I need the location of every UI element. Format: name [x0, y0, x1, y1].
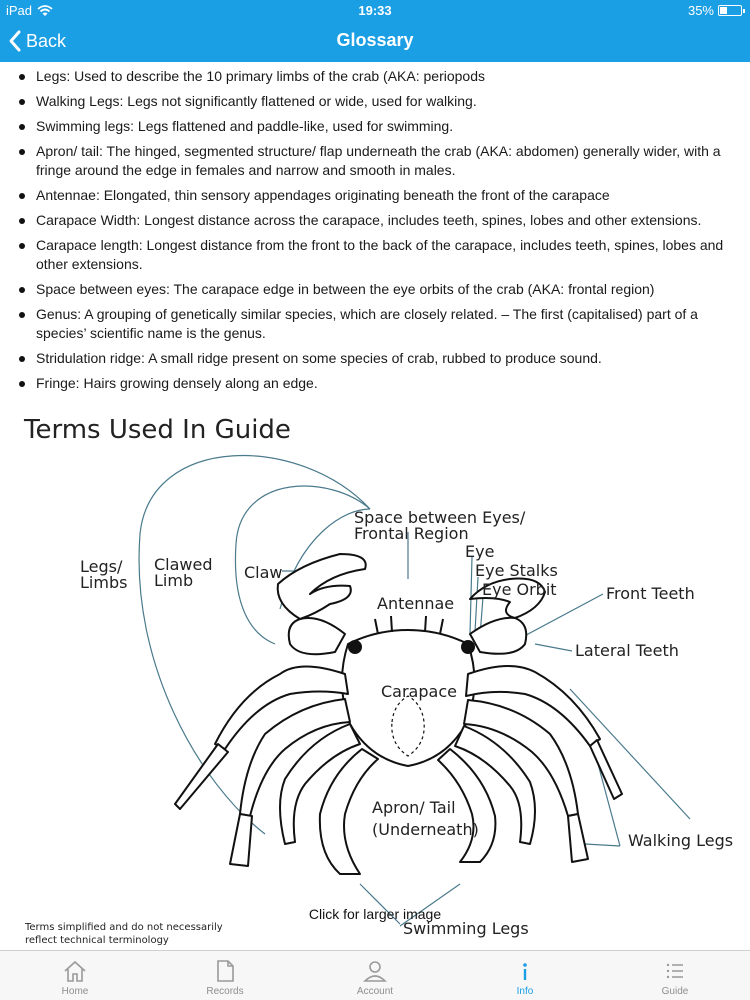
label-apron-2: (Underneath)	[372, 820, 479, 839]
status-bar	[0, 0, 750, 20]
tab-guide[interactable]	[600, 951, 750, 1000]
person-icon	[362, 959, 388, 983]
tab-guide-label: Guide	[661, 986, 689, 997]
tab-account-label: Account	[356, 986, 394, 997]
home-icon	[62, 959, 88, 983]
battery-percent: 35%	[687, 3, 714, 18]
label-walking-legs: Walking Legs	[628, 831, 734, 850]
label-eye: Eye	[465, 542, 495, 561]
label-legs-limbs-2: Limbs	[80, 573, 128, 592]
glossary-item: Stridulation ridge: A small ridge present on some species of crab, rubbed to produce sound.	[24, 349, 734, 368]
tab-info[interactable]	[450, 951, 600, 1000]
label-clawed-limb-1: Clawed	[154, 555, 213, 574]
label-swimming-legs: Swimming Legs	[403, 919, 529, 938]
tab-bar	[0, 950, 750, 1000]
label-space-eyes-2: Frontal Region	[354, 524, 469, 543]
tab-info-label: Info	[516, 986, 534, 997]
device-name: iPad	[6, 3, 33, 18]
glossary-content[interactable]	[0, 62, 750, 950]
tab-home-label: Home	[61, 986, 89, 997]
back-label: Back	[26, 30, 67, 51]
glossary-item: Space between eyes: The carapace edge in between the eye orbits of the crab (AKA: frontal region)	[24, 280, 734, 299]
diagram-title: Terms Used In Guide	[24, 415, 291, 445]
glossary-item: Fringe: Hairs growing densely along an edge.	[24, 374, 734, 393]
glossary-item: Carapace Width: Longest distance across the carapace, includes teeth, spines, lobes and other extensions.	[24, 211, 734, 230]
label-eye-stalks: Eye Stalks	[475, 561, 558, 580]
document-icon	[212, 959, 238, 983]
label-legs-limbs-1: Legs/	[80, 557, 123, 576]
label-front-teeth: Front Teeth	[606, 584, 695, 603]
tab-home[interactable]	[0, 951, 150, 1000]
tab-records-label: Records	[206, 986, 244, 997]
label-lateral-teeth: Lateral Teeth	[575, 641, 679, 660]
tab-account[interactable]	[300, 951, 450, 1000]
label-apron-1: Apron/ Tail	[372, 798, 456, 817]
label-antennae: Antennae	[377, 594, 455, 613]
diagram-note-2: reflect technical terminology	[25, 935, 169, 946]
glossary-item: Antennae: Elongated, thin sensory appendages originating beneath the front of the carapace	[24, 186, 734, 205]
glossary-item: Swimming legs: Legs flattened and paddle-like, used for swimming.	[24, 117, 734, 136]
list-icon	[662, 959, 688, 983]
status-time: 19:33	[358, 3, 392, 18]
click-larger-link[interactable]: Click for larger image	[308, 906, 442, 922]
label-clawed-limb-2: Limb	[154, 571, 194, 590]
page-title: Glossary	[336, 30, 414, 50]
battery-icon	[718, 5, 742, 16]
label-carapace: Carapace	[381, 682, 457, 701]
glossary-item: Walking Legs: Legs not significantly flattened or wide, used for walking.	[24, 92, 734, 111]
label-eye-orbit: Eye Orbit	[482, 580, 557, 599]
glossary-item: Apron/ tail: The hinged, segmented structure/ flap underneath the crab (AKA: abdomen) generally wider, with a fringe around the edge in females and narrow and smooth in males.	[24, 142, 734, 180]
glossary-item: Legs: Used to describe the 10 primary limbs of the crab (AKA: periopods	[24, 67, 734, 86]
glossary-item: Genus: A grouping of genetically similar species, which are closely related. – The first (capitalised) part of a species’ scientific name is the genus.	[24, 305, 734, 343]
label-claw: Claw	[244, 563, 283, 582]
info-icon	[512, 959, 538, 983]
label-space-eyes-1: Space between Eyes/	[354, 508, 526, 527]
tab-records[interactable]	[150, 951, 300, 1000]
app-header	[0, 0, 750, 62]
glossary-list	[0, 62, 750, 393]
glossary-item: Carapace length: Longest distance from the front to the back of the carapace, includes teeth, spines, lobes and other extensions.	[24, 236, 734, 274]
diagram-note-1: Terms simplified and do not necessarily	[25, 922, 223, 933]
